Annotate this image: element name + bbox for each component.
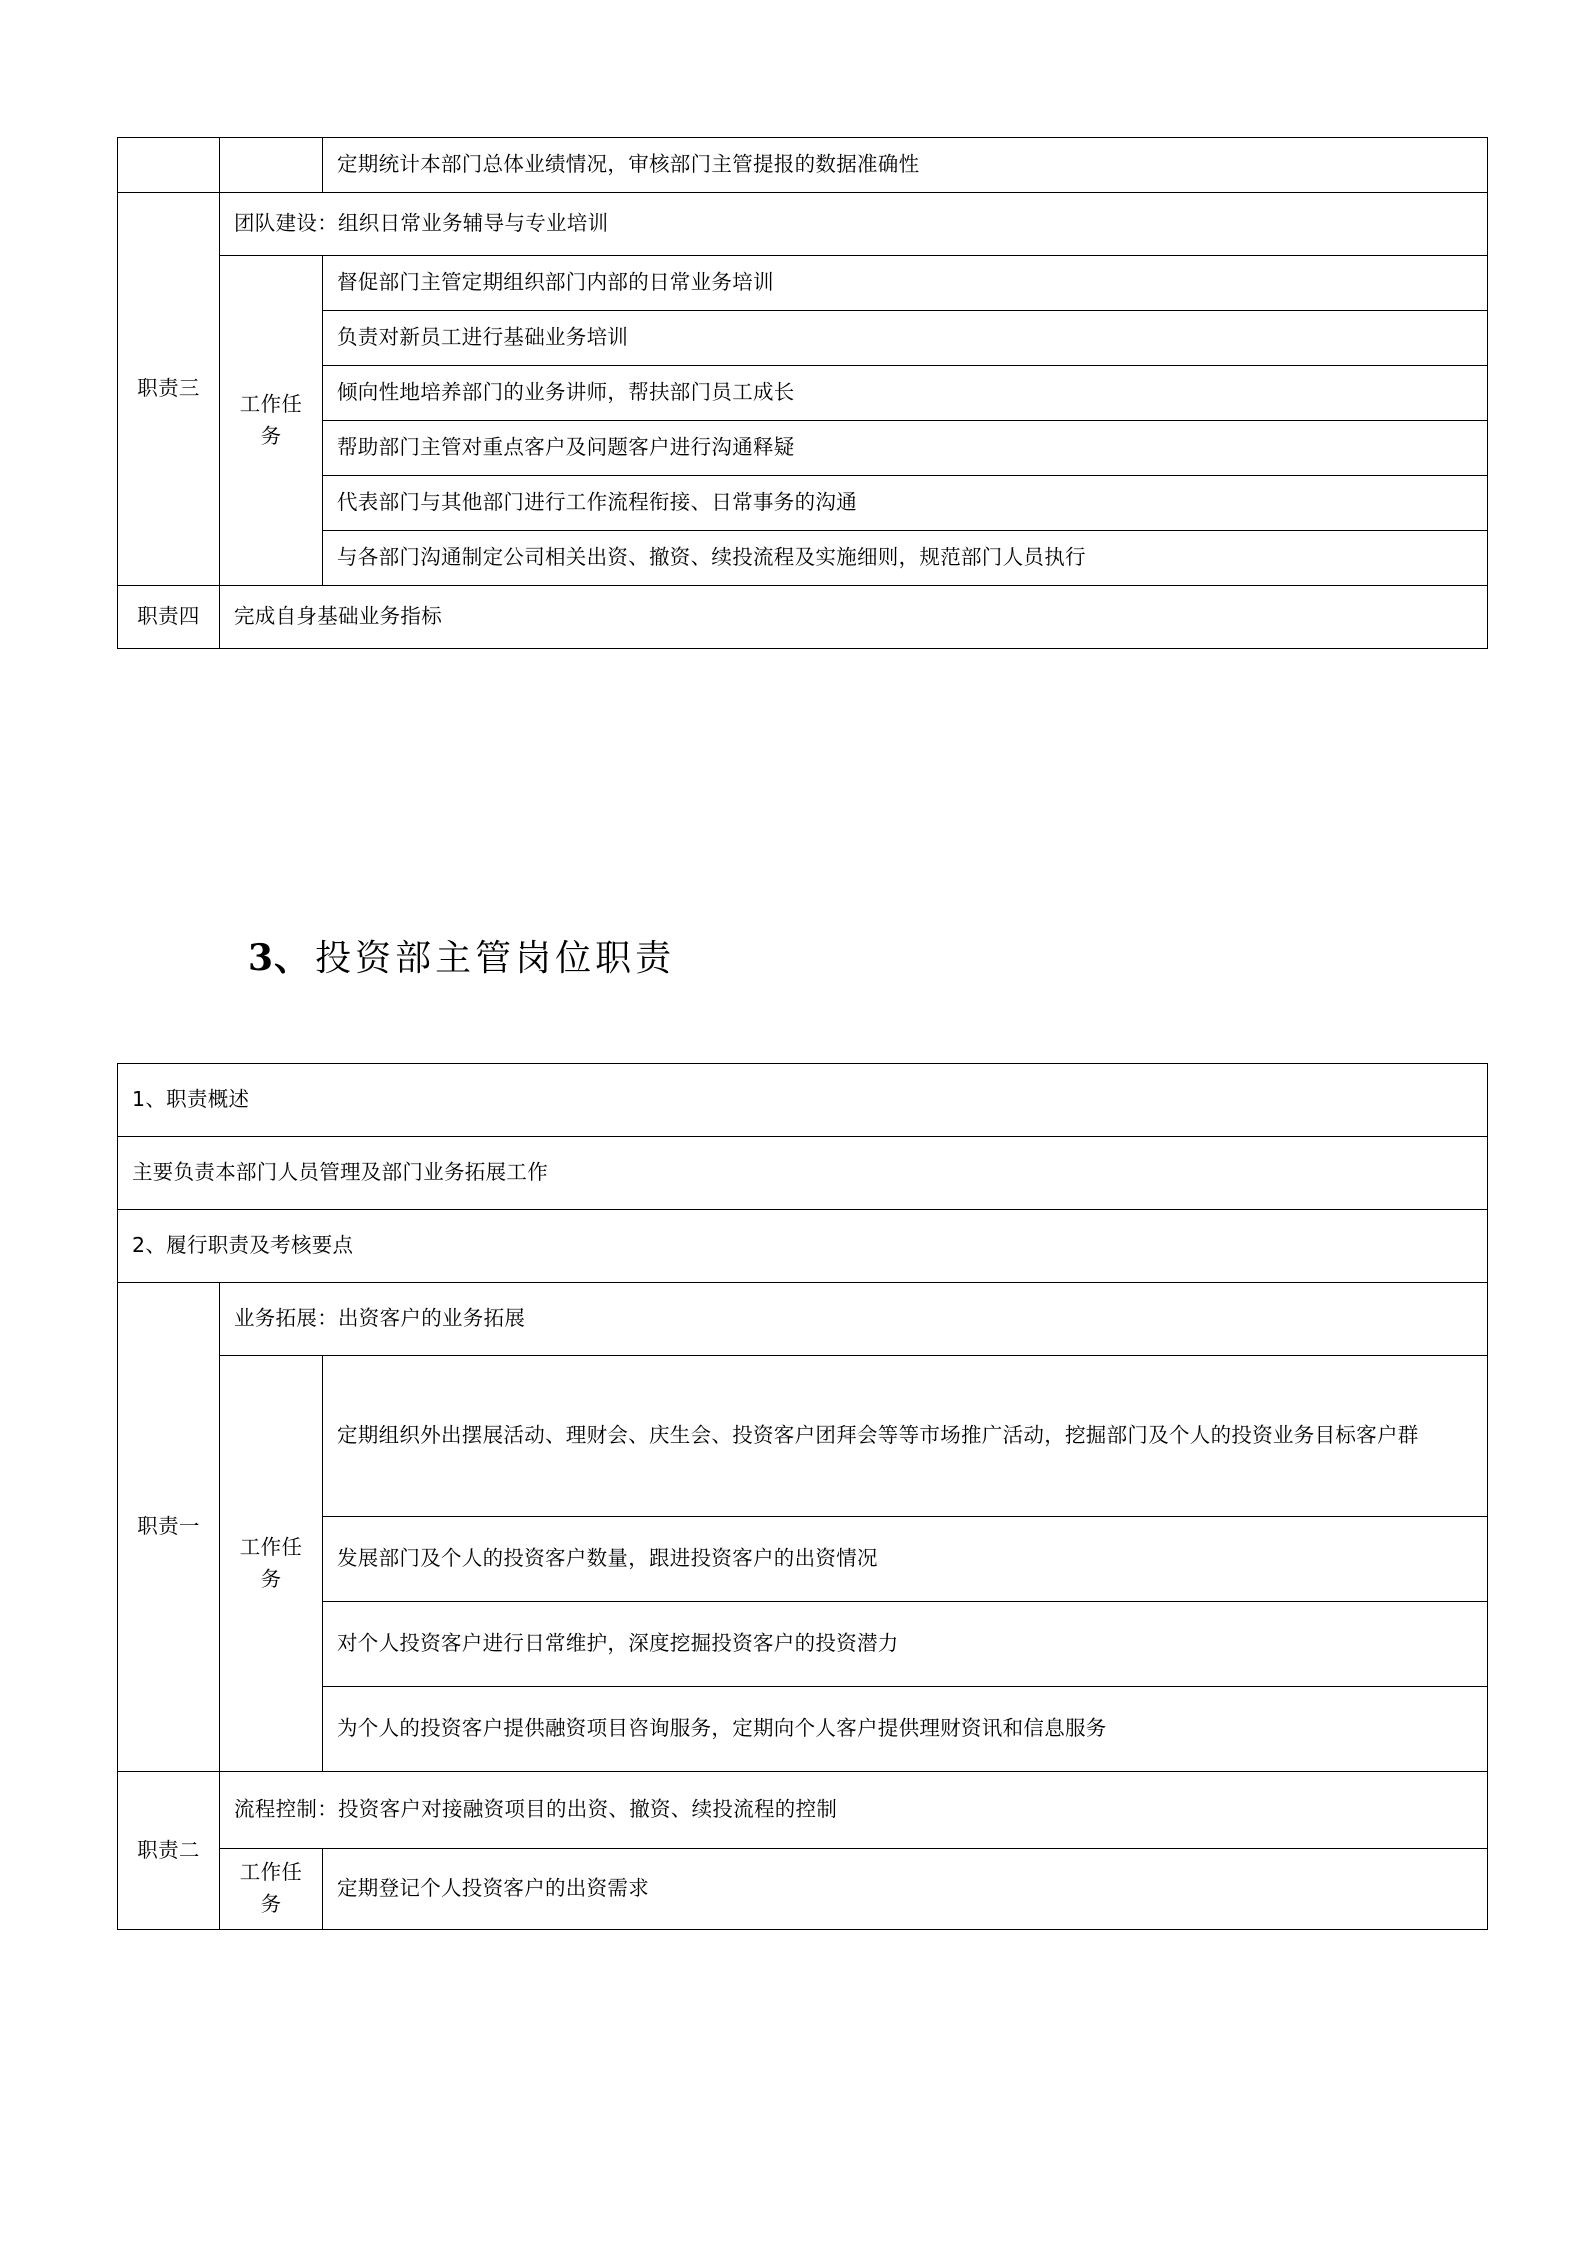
work-task-label-duty-two: 工作任务 [220,1849,323,1930]
duty-three-task: 代表部门与其他部门进行工作流程衔接、日常事务的沟通 [323,476,1488,531]
table-row [118,1210,1488,1283]
duty-three-label: 职责三 [118,193,220,586]
duty-four-title: 完成自身基础业务指标 [220,586,1488,649]
duty-one-label: 职责一 [118,1283,220,1772]
duty-two-label: 职责二 [118,1772,220,1930]
table-row [118,1849,1488,1930]
duties-label: 2、履行职责及考核要点 [118,1210,1488,1283]
heading-number: 3、 [248,937,312,979]
table-row [118,531,1488,586]
duty-three-task: 帮助部门主管对重点客户及问题客户进行沟通释疑 [323,421,1488,476]
table-row [118,1687,1488,1772]
table-row [118,366,1488,421]
duty-three-task: 负责对新员工进行基础业务培训 [323,311,1488,366]
duty-four-label: 职责四 [118,586,220,649]
overview-label: 1、职责概述 [118,1064,1488,1137]
table-row [118,1137,1488,1210]
duty-one-task: 定期组织外出摆展活动、理财会、庆生会、投资客户团拜会等等市场推广活动，挖掘部门及个人的投资业务目标客户群 [323,1356,1488,1517]
duty-one-task: 发展部门及个人的投资客户数量，跟进投资客户的出资情况 [323,1517,1488,1602]
duty-three-task: 督促部门主管定期组织部门内部的日常业务培训 [323,256,1488,311]
table-row [118,1772,1488,1849]
supervisor-duties-table [117,1063,1488,1930]
duty-three-title: 团队建设：组织日常业务辅导与专业培训 [220,193,1488,256]
duty-three-task: 倾向性地培养部门的业务讲师，帮扶部门员工成长 [323,366,1488,421]
table-row [118,193,1488,256]
work-task-label-one: 工作任务 [220,256,323,586]
page-title [248,930,675,981]
heading-title: 投资部主管岗位职责 [315,938,676,979]
carryover-task-text: 定期统计本部门总体业绩情况，审核部门主管提报的数据准确性 [323,138,1488,193]
duty-one-task: 为个人的投资客户提供融资项目咨询服务，定期向个人客户提供理财资讯和信息服务 [323,1687,1488,1772]
duty-one-task: 对个人投资客户进行日常维护，深度挖掘投资客户的投资潜力 [323,1602,1488,1687]
table-row [118,138,1488,193]
table-row [118,1283,1488,1356]
work-task-label-duty-one: 工作任务 [220,1356,323,1772]
table-row [118,586,1488,649]
overview-text: 主要负责本部门人员管理及部门业务拓展工作 [118,1137,1488,1210]
table-row [118,421,1488,476]
table-row [118,311,1488,366]
table-row [118,1356,1488,1517]
duty-one-title: 业务拓展：出资客户的业务拓展 [220,1283,1488,1356]
table-row [118,1602,1488,1687]
table-row [118,1064,1488,1137]
table-row [118,1517,1488,1602]
duty-two-title: 流程控制：投资客户对接融资项目的出资、撤资、续投流程的控制 [220,1772,1488,1849]
empty-cell-duty [118,138,220,193]
empty-cell-task-label [220,138,323,193]
duty-three-task: 与各部门沟通制定公司相关出资、撤资、续投流程及实施细则，规范部门人员执行 [323,531,1488,586]
duty-two-task: 定期登记个人投资客户的出资需求 [323,1849,1488,1930]
table-row [118,256,1488,311]
table-row [118,476,1488,531]
duties-table-continued [117,137,1488,649]
